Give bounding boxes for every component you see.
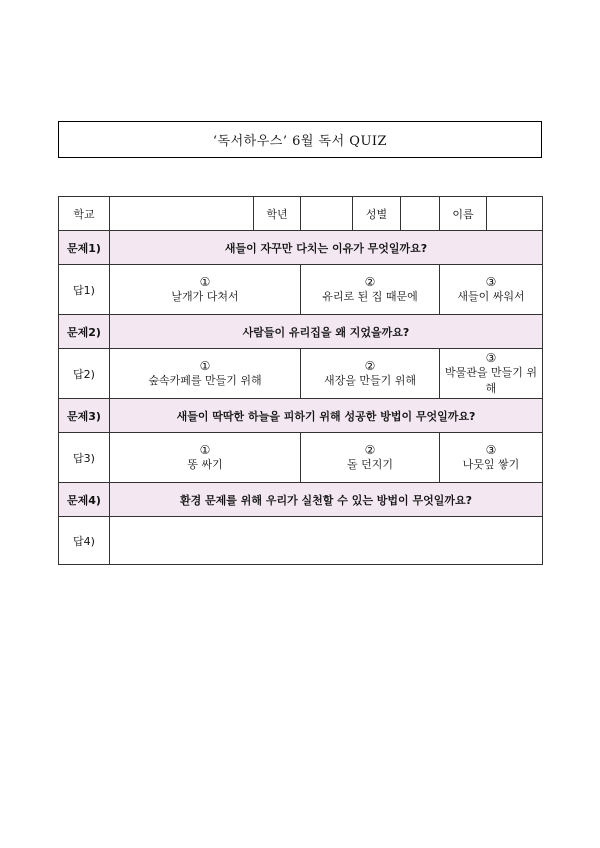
answer-label-4: 답4) — [59, 517, 110, 565]
school-field[interactable] — [110, 197, 254, 231]
option-3-3[interactable] — [440, 433, 543, 483]
question-text-2: 사람들이 유리집을 왜 지었을까요? — [110, 315, 543, 349]
answer-row-3 — [59, 433, 543, 483]
option-number: ① — [199, 274, 211, 289]
question-row-1 — [59, 231, 543, 265]
question-label-2: 문제2) — [59, 315, 110, 349]
student-info-row — [59, 197, 543, 231]
quiz-title: ‘독서하우스’ 6월 독서 QUIZ — [58, 121, 542, 158]
answer-row-1 — [59, 265, 543, 315]
option-text: 박물관을 만들기 위해 — [444, 365, 537, 395]
grade-field[interactable] — [301, 197, 353, 231]
option-number: ① — [199, 442, 211, 457]
option-text: 숲속카페를 만들기 위해 — [148, 373, 262, 387]
question-text-4: 환경 문제를 위해 우리가 실천할 수 있는 방법이 무엇일까요? — [110, 483, 543, 517]
answer-label-1: 답1) — [59, 265, 110, 315]
grade-label: 학년 — [254, 197, 301, 231]
quiz-table — [58, 196, 543, 565]
question-text-3: 새들이 딱딱한 하늘을 피하기 위해 성공한 방법이 무엇일까요? — [110, 399, 543, 433]
option-text: 똥 싸기 — [187, 457, 223, 471]
answer-label-3: 답3) — [59, 433, 110, 483]
option-number: ② — [364, 358, 376, 373]
answer-field-4[interactable] — [110, 517, 543, 565]
answer-label-2: 답2) — [59, 349, 110, 399]
option-text: 새장을 만들기 위해 — [323, 373, 416, 387]
option-text: 날개가 다쳐서 — [171, 289, 239, 303]
question-row-4 — [59, 483, 543, 517]
question-label-1: 문제1) — [59, 231, 110, 265]
option-number: ③ — [485, 442, 497, 457]
option-number: ② — [364, 274, 376, 289]
question-row-2 — [59, 315, 543, 349]
question-label-3: 문제3) — [59, 399, 110, 433]
option-number: ② — [364, 442, 376, 457]
option-2-3[interactable] — [440, 349, 543, 399]
option-2-1[interactable] — [110, 349, 301, 399]
option-number: ① — [199, 358, 211, 373]
gender-label: 성별 — [353, 197, 401, 231]
option-1-1[interactable] — [110, 265, 301, 315]
option-2-2[interactable] — [301, 349, 440, 399]
question-row-3 — [59, 399, 543, 433]
option-number: ③ — [485, 350, 497, 365]
option-text: 나뭇잎 쌓기 — [462, 457, 520, 471]
option-3-2[interactable] — [301, 433, 440, 483]
name-label: 이름 — [440, 197, 487, 231]
option-text: 유리로 된 집 때문에 — [322, 289, 418, 303]
option-1-2[interactable] — [301, 265, 440, 315]
name-field[interactable] — [487, 197, 543, 231]
option-3-1[interactable] — [110, 433, 301, 483]
school-label: 학교 — [59, 197, 110, 231]
answer-row-2 — [59, 349, 543, 399]
gender-field[interactable] — [401, 197, 440, 231]
answer-row-4 — [59, 517, 543, 565]
option-number: ③ — [485, 274, 497, 289]
option-1-3[interactable] — [440, 265, 543, 315]
question-text-1: 새들이 자꾸만 다치는 이유가 무엇일까요? — [110, 231, 543, 265]
question-label-4: 문제4) — [59, 483, 110, 517]
option-text: 새들이 싸워서 — [457, 289, 525, 303]
option-text: 돌 던지기 — [346, 457, 393, 471]
